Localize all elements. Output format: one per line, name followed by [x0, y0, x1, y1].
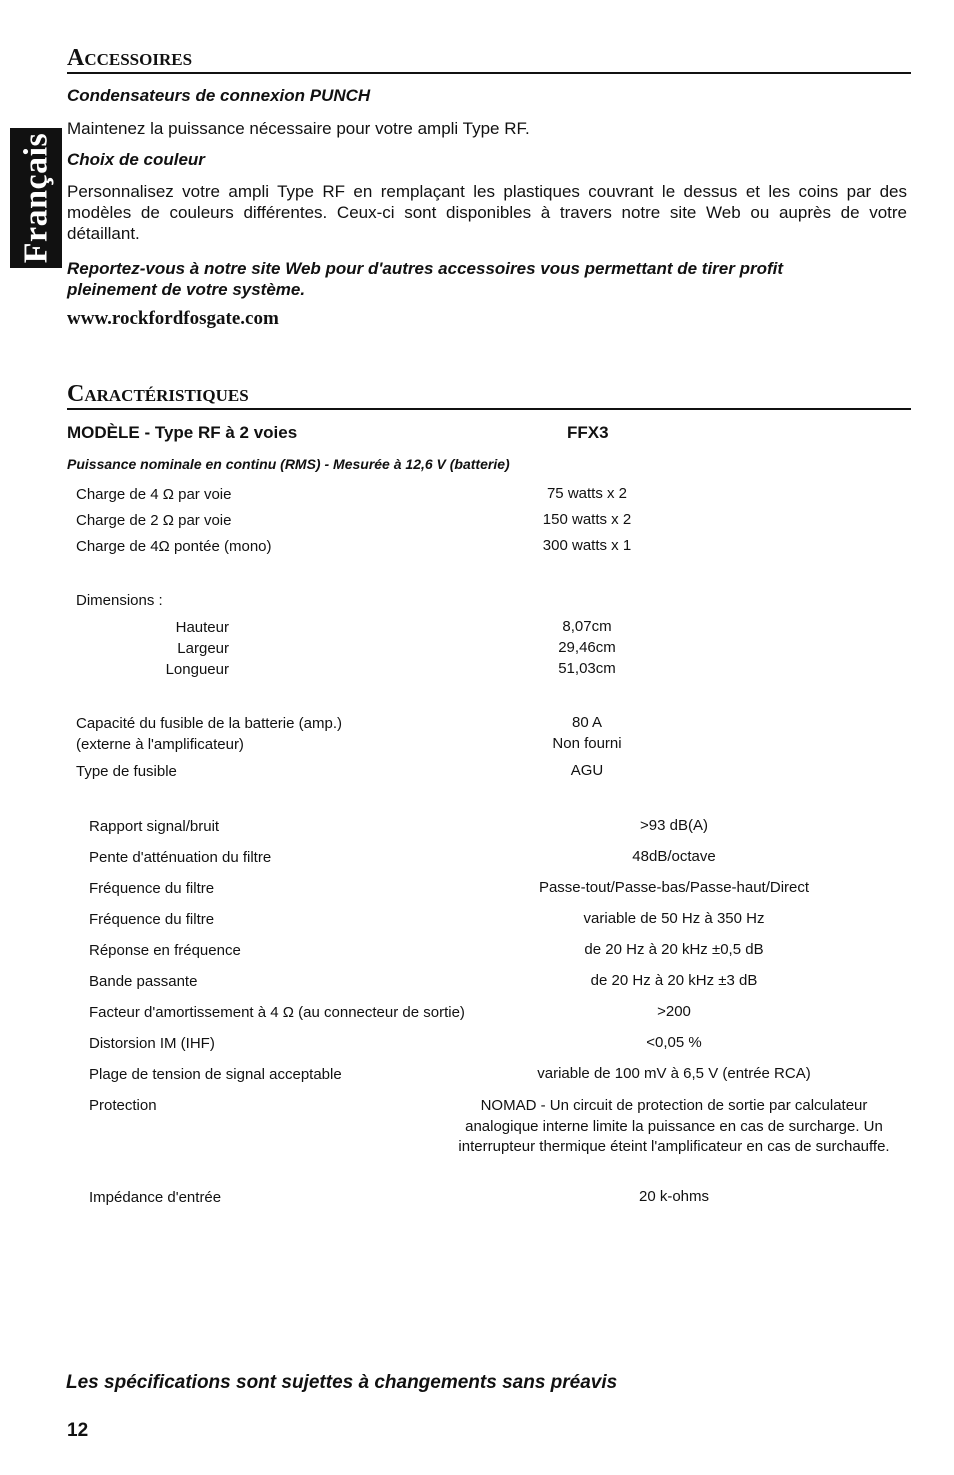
accessory-2-title: Choix de couleur: [67, 150, 205, 169]
power-row-value: 75 watts x 2: [546, 485, 628, 502]
perf-row-label: Fréquence du filtre: [89, 911, 215, 928]
fuse-type-label: Type de fusible: [76, 763, 177, 780]
perf-row-value: Passe-tout/Passe-bas/Passe-haut/Direct: [538, 879, 810, 896]
accessories-heading: Accessoires: [67, 44, 911, 74]
dimensions-label: Dimensions :: [76, 592, 163, 609]
dimension-label: Largeur: [177, 640, 229, 657]
power-row-label: Charge de 4Ω pontée (mono): [76, 538, 272, 555]
perf-row-value: de 20 Hz à 20 kHz ±0,5 dB: [584, 941, 764, 958]
dimension-label: Longueur: [165, 661, 229, 678]
fuse-capacity-value: 80 A: [571, 714, 603, 731]
perf-row-value: >93 dB(A): [640, 817, 708, 834]
fuse-capacity-label: Capacité du fusible de la batterie (amp.): [76, 715, 342, 732]
perf-row-label: Fréquence du filtre: [89, 880, 215, 897]
fuse-type-value: AGU: [570, 762, 604, 779]
perf-row-label: Impédance d'entrée: [89, 1189, 222, 1206]
dimension-value: 8,07cm: [562, 618, 612, 635]
perf-row-value: 48dB/octave: [632, 848, 716, 865]
perf-row-label: Facteur d'amortissement à 4 Ω (au connecteur de sortie): [89, 1004, 465, 1021]
model-value: FFX3: [567, 423, 609, 442]
perf-row-value: NOMAD - Un circuit de protection de sortie par calculateur analogique interne limite la puissance en cas de surcharge. Un interrupteur thermique éteint l'amplificateur en cas de surchauffe.: [458, 1097, 890, 1155]
footer-note: Les spécifications sont sujettes à changements sans préavis: [66, 1372, 618, 1393]
perf-row-label: Réponse en fréquence: [89, 942, 241, 959]
specs-heading: Caractéristiques: [67, 380, 911, 410]
dimension-value: 29,46cm: [558, 639, 616, 656]
page-number: 12: [67, 1420, 89, 1441]
accessory-1-text: Maintenez la puissance nécessaire pour votre ampli Type RF.: [67, 119, 530, 138]
perf-row-value: variable de 50 Hz à 350 Hz: [583, 910, 765, 927]
accessory-1-title: Condensateurs de connexion PUNCH: [67, 86, 371, 105]
perf-row-value: >200: [657, 1003, 691, 1020]
perf-row-value: variable de 100 mV à 6,5 V (entrée RCA): [537, 1065, 811, 1082]
perf-row-value: <0,05 %: [646, 1034, 702, 1051]
perf-row-label: Distorsion IM (IHF): [89, 1035, 215, 1052]
perf-row-label: Bande passante: [89, 973, 198, 990]
power-row-value: 300 watts x 1: [542, 537, 632, 554]
perf-row-label: Rapport signal/bruit: [89, 818, 220, 835]
model-label: MODÈLE - Type RF à 2 voies: [67, 423, 298, 442]
fuse-external-label: (externe à l'amplificateur): [76, 736, 244, 753]
power-row-label: Charge de 2 Ω par voie: [76, 512, 232, 529]
perf-row-label: Plage de tension de signal acceptable: [89, 1066, 342, 1083]
dimension-label: Hauteur: [175, 619, 229, 636]
dimension-value: 51,03cm: [558, 660, 616, 677]
power-row-label: Charge de 4 Ω par voie: [76, 486, 232, 503]
accessory-2-text: Personnalisez votre ampli Type RF en remplaçant les plastiques couvrant le dessus et les coins par des modèles de couleurs différentes. Ceux-ci sont disponibles à travers notre site Web ou auprès de votre détaillant.: [67, 182, 907, 243]
perf-row-label: Pente d'atténuation du filtre: [89, 849, 272, 866]
language-tab: [10, 128, 62, 268]
power-heading: Puissance nominale en continu (RMS) - Mesurée à 12,6 V (batterie): [67, 456, 510, 472]
fuse-external-value: Non fourni: [552, 735, 622, 752]
perf-row-value: 20 k-ohms: [638, 1188, 710, 1205]
web-note: Reportez-vous à notre site Web pour d'autres accessoires vous permettant de tirer profit pleinement de votre système.: [67, 259, 784, 299]
language-tab-label: Français: [17, 132, 55, 264]
power-row-value: 150 watts x 2: [542, 511, 632, 528]
perf-row-value: de 20 Hz à 20 kHz ±3 dB: [590, 972, 758, 989]
perf-row-label: Protection: [89, 1097, 157, 1114]
website-link[interactable]: www.rockfordfosgate.com: [67, 308, 279, 329]
